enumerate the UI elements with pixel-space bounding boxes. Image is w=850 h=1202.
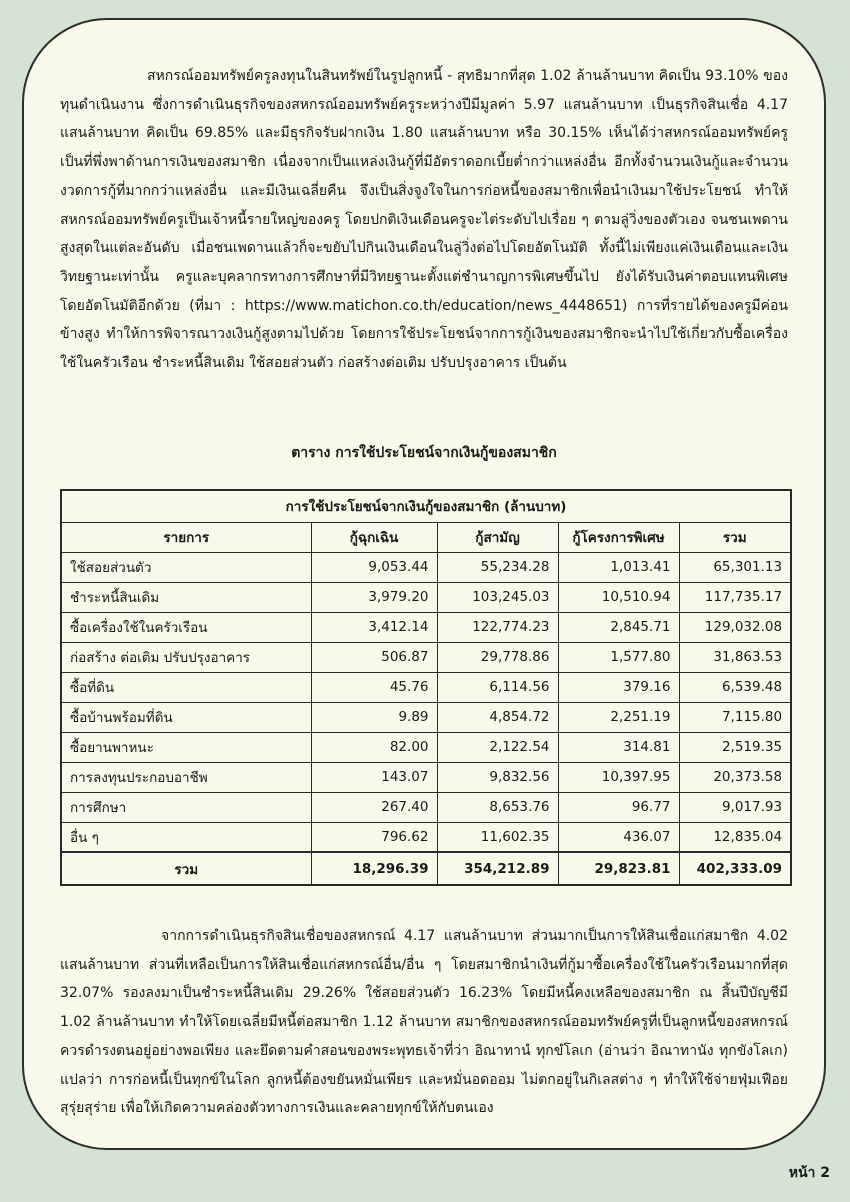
row-value-cell: 379.16 xyxy=(558,672,679,702)
row-value-cell: 55,234.28 xyxy=(437,552,558,582)
table-row xyxy=(61,702,791,732)
header-ordinary-loan: กู้สามัญ xyxy=(437,522,558,552)
table-row xyxy=(61,552,791,582)
loan-usage-table xyxy=(60,489,792,886)
row-label-cell: ก่อสร้าง ต่อเติม ปรับปรุงอาคาร xyxy=(61,642,311,672)
row-value-cell: 11,602.35 xyxy=(437,822,558,852)
table-row xyxy=(61,822,791,852)
row-value-cell: 2,845.71 xyxy=(558,612,679,642)
row-value-cell: 143.07 xyxy=(311,762,437,792)
table-row xyxy=(61,792,791,822)
row-label-cell: การศึกษา xyxy=(61,792,311,822)
header-total: รวม xyxy=(679,522,791,552)
row-value-cell: 29,778.86 xyxy=(437,642,558,672)
row-value-cell: 65,301.13 xyxy=(679,552,791,582)
row-value-cell: 103,245.03 xyxy=(437,582,558,612)
row-value-cell: 12,835.04 xyxy=(679,822,791,852)
row-value-cell: 267.40 xyxy=(311,792,437,822)
table-row xyxy=(61,612,791,642)
row-value-cell: 1,577.80 xyxy=(558,642,679,672)
row-value-cell: 4,854.72 xyxy=(437,702,558,732)
conclusion-paragraph: จากการดำเนินธุรกิจสินเชื่อของสหกรณ์ 4.17 แสนล้านบาท ส่วนมากเป็นการให้สินเชื่อแก่สมาชิก 4.02 แสนล้านบาท ส่วนที่เหลือเป็นการให้สินเชื่อแก่สหกรณ์อื่น/อื่น ๆ โดยสมาชิกนำเงินที่กู้มาซื้อเครื่องใช้ในครัวเรือนมากที่สุด 32.07% รองลงมาเป็นชำระหนี้สินเดิม 29.26% ใช้สอยส่วนตัว 16.23% โดยมีหนี้คงเหลือของสมาชิก ณ สิ้นปีบัญชีมี 1.02 ล้านล้านบาท ทำให้โดยเฉลี่ยมีหนี้ต่อสมาชิก 1.12 ล้านบาท สมาชิกของสหกรณ์ออมทรัพย์ครูที่เป็นลูกหนี้ของสหกรณ์ควรดำรงตนอยู่อย่างพอเพียง และยึดตามคำสอนของพระพุทธเจ้าที่ว่า อิณาทานํ ทุกขํโลเก (อ่านว่า อิณาทานัง ทุกขังโลเก) แปลว่า การก่อหนี้เป็นทุกข์ในโลก ลูกหนี้ต้องขยันหมั่นเพียร และหมั่นอดออม ไม่ตกอยู่ในกิเลสต่าง ๆ ทำให้ใช้จ่ายฟุ่มเฟือย สุรุ่ยสุร่าย เพื่อให้เกิดความคล่องตัวทางการเงินและคลายทุกข์ให้กับตนเอง xyxy=(60,928,788,1117)
row-value-cell: 10,510.94 xyxy=(558,582,679,612)
row-value-cell: 45.76 xyxy=(311,672,437,702)
row-value-cell: 8,653.76 xyxy=(437,792,558,822)
row-label-cell: อื่น ๆ xyxy=(61,822,311,852)
row-value-cell: 122,774.23 xyxy=(437,612,558,642)
row-value-cell: 506.87 xyxy=(311,642,437,672)
table-row xyxy=(61,732,791,762)
row-label-cell: ซื้อยานพาหนะ xyxy=(61,732,311,762)
total-value-cell: 402,333.09 xyxy=(679,852,791,885)
row-value-cell: 3,979.20 xyxy=(311,582,437,612)
row-value-cell: 2,251.19 xyxy=(558,702,679,732)
table-header-row xyxy=(61,522,791,552)
row-value-cell: 9,053.44 xyxy=(311,552,437,582)
row-value-cell: 117,735.17 xyxy=(679,582,791,612)
intro-paragraph: สหกรณ์ออมทรัพย์ครูลงทุนในสินทรัพย์ในรูปลูกหนี้ - สุทธิมากที่สุด 1.02 ล้านล้านบาท คิดเป็น 93.10% ของทุนดำเนินงาน ซึ่งการดำเนินธุรกิจของสหกรณ์ออมทรัพย์ครูระหว่างปีมีมูลค่า 5.97 แสนล้านบาท เป็นธุรกิจสินเชื่อ 4.17 แสนล้านบาท คิดเป็น 69.85% และมีธุรกิจรับฝากเงิน 1.80 แสนล้านบาท หรือ 30.15% เห็นได้ว่าสหกรณ์ออมทรัพย์ครูเป็นที่พึ่งพาด้านการเงินของสมาชิก เนื่องจากเป็นแหล่งเงินกู้ที่มีอัตราดอกเบี้ยต่ำกว่าแหล่งอื่น อีกทั้งจำนวนเงินกู้และจำนวนงวดการกู้ที่มากกว่าแหล่งอื่น และมีเงินเฉลี่ยคืน จึงเป็นสิ่งจูงใจในการก่อหนี้ของสมาชิกเพื่อนำเงินมาใช้ประโยชน์ ทำให้สหกรณ์ออมทรัพย์ครูเป็นเจ้าหนี้รายใหญ่ของครู โดยปกติเงินเดือนครูจะไต่ระดับไปเรื่อย ๆ ตามลู่วิ่งของตัวเอง จนชนเพดานสูงสุดในแต่ละอันดับ เมื่อชนเพดานแล้วก็จะขยับไปกินเงินเดือนในลู่วิ่งต่อไปโดยอัตโนมัติ ทั้งนี้ไม่เพียงแค่เงินเดือนและเงินวิทยฐานะเท่านั้น ครูและบุคลากรทางการศึกษาที่มีวิทยฐานะตั้งแต่ชำนาญการพิเศษขึ้นไป ยังได้รับเงินค่าตอบแทนพิเศษโดยอัตโนมัติอีกด้วย (ที่มา : https://www.matichon.co.th/education/news_4448651) การที่รายได้ของครูมีค่อนข้างสูง ทำให้การพิจารณาวงเงินกู้สูงตามไปด้วย โดยการใช้ประโยชน์จากการกู้เงินของสมาชิกจะนำไปใช้เกี่ยวกับซื้อเครื่องใช้ในครัวเรือน ชำระหนี้สินเดิม ใช้สอยส่วนตัว ก่อสร้างต่อเติม ปรับปรุงอาคาร เป็นต้น xyxy=(60,68,788,372)
row-label-cell: การลงทุนประกอบอาชีพ xyxy=(61,762,311,792)
table-caption: การใช้ประโยชน์จากเงินกู้ของสมาชิก (ล้านบาท) xyxy=(61,490,791,522)
row-value-cell: 6,114.56 xyxy=(437,672,558,702)
row-value-cell: 3,412.14 xyxy=(311,612,437,642)
table-row xyxy=(61,642,791,672)
header-item: รายการ xyxy=(61,522,311,552)
table-total-row xyxy=(61,852,791,885)
table-row xyxy=(61,672,791,702)
row-label-cell: ซื้อบ้านพร้อมที่ดิน xyxy=(61,702,311,732)
row-value-cell: 82.00 xyxy=(311,732,437,762)
row-value-cell: 796.62 xyxy=(311,822,437,852)
total-value-cell: 354,212.89 xyxy=(437,852,558,885)
row-value-cell: 10,397.95 xyxy=(558,762,679,792)
row-value-cell: 20,373.58 xyxy=(679,762,791,792)
total-value-cell: 18,296.39 xyxy=(311,852,437,885)
row-label-cell: ชำระหนี้สินเดิม xyxy=(61,582,311,612)
row-value-cell: 7,115.80 xyxy=(679,702,791,732)
header-special-project-loan: กู้โครงการพิเศษ xyxy=(558,522,679,552)
row-value-cell: 31,863.53 xyxy=(679,642,791,672)
row-value-cell: 1,013.41 xyxy=(558,552,679,582)
total-value-cell: 29,823.81 xyxy=(558,852,679,885)
row-value-cell: 2,122.54 xyxy=(437,732,558,762)
row-value-cell: 2,519.35 xyxy=(679,732,791,762)
row-value-cell: 9,017.93 xyxy=(679,792,791,822)
total-label-cell: รวม xyxy=(61,852,311,885)
table-title: ตาราง การใช้ประโยชน์จากเงินกู้ของสมาชิก xyxy=(291,445,557,461)
table-body xyxy=(61,552,791,885)
row-value-cell: 314.81 xyxy=(558,732,679,762)
row-value-cell: 96.77 xyxy=(558,792,679,822)
row-label-cell: ใช้สอยส่วนตัว xyxy=(61,552,311,582)
page-number: หน้า 2 xyxy=(788,1165,830,1181)
table-row xyxy=(61,762,791,792)
header-emergency-loan: กู้ฉุกเฉิน xyxy=(311,522,437,552)
table-caption-row xyxy=(61,490,791,522)
row-label-cell: ซื้อเครื่องใช้ในครัวเรือน xyxy=(61,612,311,642)
row-value-cell: 9,832.56 xyxy=(437,762,558,792)
row-label-cell: ซื้อที่ดิน xyxy=(61,672,311,702)
table-row xyxy=(61,582,791,612)
row-value-cell: 9.89 xyxy=(311,702,437,732)
row-value-cell: 436.07 xyxy=(558,822,679,852)
row-value-cell: 129,032.08 xyxy=(679,612,791,642)
row-value-cell: 6,539.48 xyxy=(679,672,791,702)
